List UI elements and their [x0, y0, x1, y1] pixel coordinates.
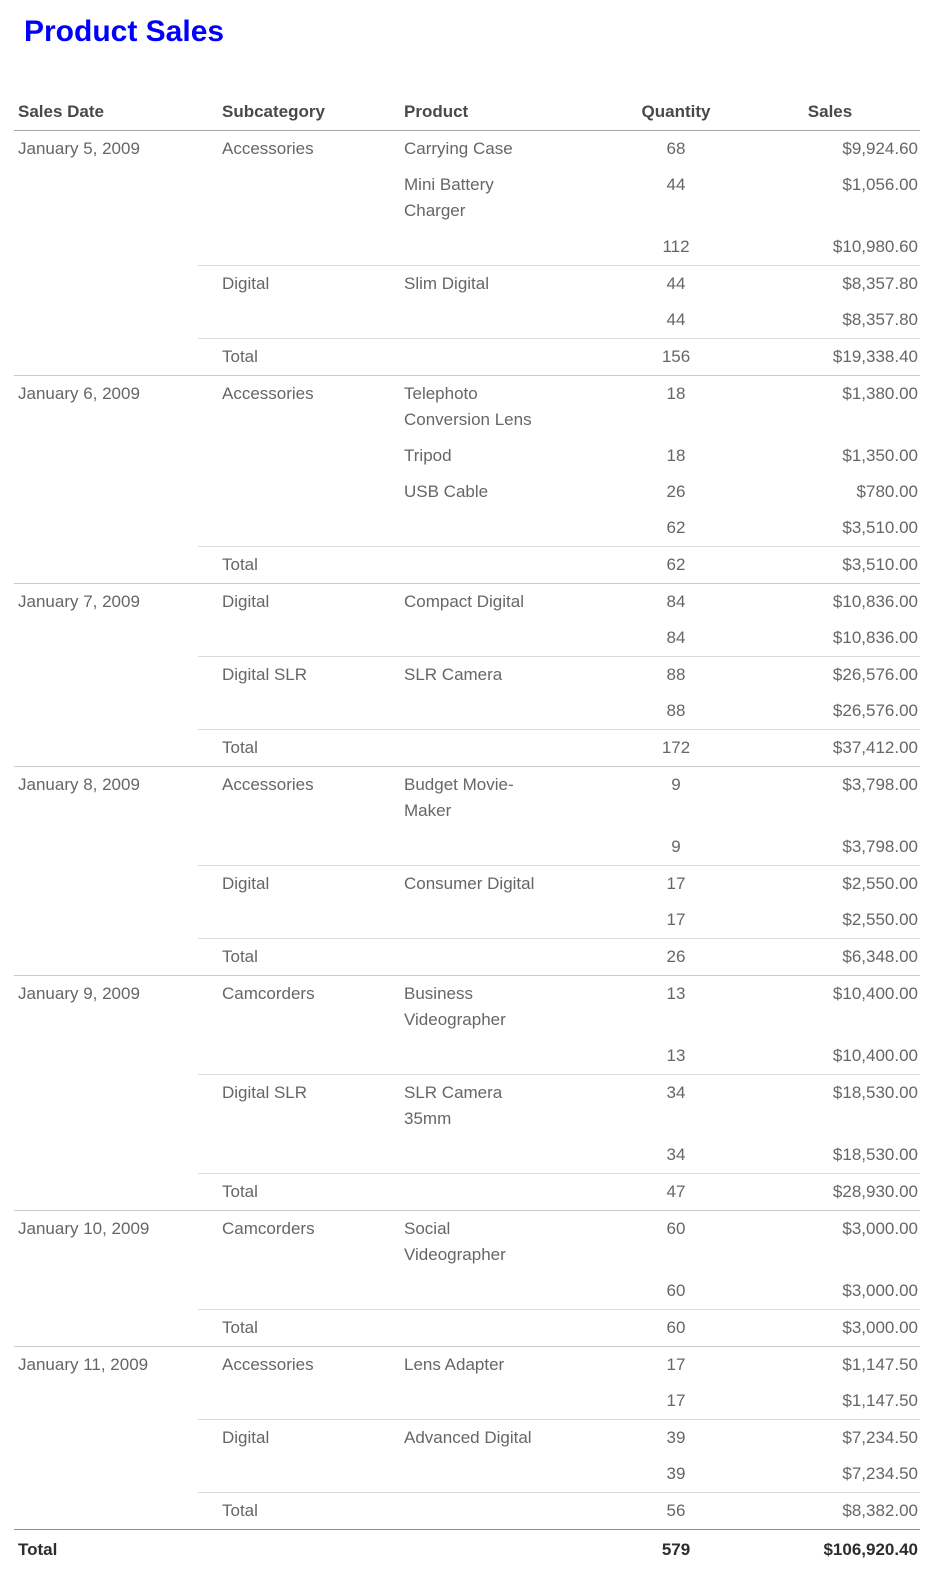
item-row: [14, 976, 920, 1039]
subtotal-row: [14, 620, 920, 657]
subtotal-quantity-cell: 62: [612, 510, 740, 547]
date-cell: [14, 1038, 198, 1075]
subtotal-sales-cell: $10,836.00: [740, 620, 920, 657]
product-cell: [390, 1273, 612, 1310]
group-total-row: [14, 339, 920, 376]
date-cell: [14, 510, 198, 547]
product-cell: [390, 1211, 612, 1274]
sales-cell: $8,357.80: [740, 266, 920, 303]
group-total-sales: $8,382.00: [740, 1493, 920, 1530]
subtotal-sales-cell: $10,400.00: [740, 1038, 920, 1075]
date-cell: [14, 229, 198, 266]
product-cell: [390, 584, 612, 621]
item-row: [14, 657, 920, 694]
product-cell: [390, 547, 612, 584]
group-total-label: Total: [198, 1493, 390, 1530]
subtotal-sales-cell: $18,530.00: [740, 1137, 920, 1174]
date-cell: [14, 302, 198, 339]
subcategory-cell: Camcorders: [198, 1211, 390, 1274]
subcategory-cell: Accessories: [198, 131, 390, 168]
product-cell: [390, 510, 612, 547]
product-cell: [390, 866, 612, 903]
subcategory-cell: [198, 438, 390, 474]
product-cell: [390, 438, 612, 474]
subcategory-cell: Digital SLR: [198, 657, 390, 694]
product-name: Advanced Digital: [404, 1425, 532, 1451]
item-row: [14, 376, 920, 439]
subcategory-cell: [198, 510, 390, 547]
product-name: Social Videographer: [404, 1216, 546, 1268]
product-cell: [390, 1383, 612, 1420]
column-header-quantity[interactable]: Quantity: [612, 102, 740, 131]
group-total-row: [14, 1310, 920, 1347]
subtotal-sales-cell: $8,357.80: [740, 302, 920, 339]
product-cell: [390, 1174, 612, 1211]
subtotal-row: [14, 1456, 920, 1493]
group-total-label: Total: [198, 939, 390, 976]
date-cell: January 5, 2009: [14, 131, 198, 168]
subcategory-cell: [198, 1137, 390, 1174]
group-total-row: [14, 939, 920, 976]
subcategory-cell: [198, 1273, 390, 1310]
product-cell: [390, 474, 612, 510]
quantity-cell: 60: [612, 1211, 740, 1274]
group-total-quantity: 172: [612, 730, 740, 767]
product-cell: [390, 229, 612, 266]
quantity-cell: 18: [612, 438, 740, 474]
item-row: [14, 767, 920, 830]
subcategory-cell: [198, 302, 390, 339]
sales-cell: $7,234.50: [740, 1420, 920, 1457]
quantity-cell: 44: [612, 167, 740, 229]
page-title: Product Sales: [24, 14, 931, 50]
subcategory-cell: [198, 1383, 390, 1420]
product-cell: [390, 657, 612, 694]
group-total-sales: $3,000.00: [740, 1310, 920, 1347]
subtotal-row: [14, 510, 920, 547]
product-cell: [390, 1456, 612, 1493]
subtotal-quantity-cell: 112: [612, 229, 740, 266]
group-total-sales: $28,930.00: [740, 1174, 920, 1211]
subtotal-sales-cell: $10,980.60: [740, 229, 920, 266]
product-name: Carrying Case: [404, 136, 513, 162]
date-cell: January 11, 2009: [14, 1347, 198, 1384]
sales-cell: $780.00: [740, 474, 920, 510]
subcategory-cell: [198, 167, 390, 229]
product-name: SLR Camera: [404, 662, 502, 688]
subtotal-row: [14, 829, 920, 866]
product-name: Telephoto Conversion Lens: [404, 381, 546, 433]
product-cell: [390, 620, 612, 657]
product-cell: [390, 1038, 612, 1075]
date-cell: [14, 438, 198, 474]
group-total-quantity: 56: [612, 1493, 740, 1530]
quantity-cell: 34: [612, 1075, 740, 1138]
group-total-quantity: 62: [612, 547, 740, 584]
product-name: Compact Digital: [404, 589, 524, 615]
quantity-cell: 44: [612, 266, 740, 303]
subcategory-cell: Digital: [198, 866, 390, 903]
sales-cell: $1,350.00: [740, 438, 920, 474]
date-cell: [14, 657, 198, 694]
group-total-quantity: 156: [612, 339, 740, 376]
subtotal-sales-cell: $1,147.50: [740, 1383, 920, 1420]
date-cell: [14, 1075, 198, 1138]
subtotal-sales-cell: $3,000.00: [740, 1273, 920, 1310]
subtotal-quantity-cell: 60: [612, 1273, 740, 1310]
sales-cell: $18,530.00: [740, 1075, 920, 1138]
product-cell: [390, 1530, 612, 1572]
item-row: [14, 1211, 920, 1274]
subcategory-cell: [198, 829, 390, 866]
group-total-sales: $19,338.40: [740, 339, 920, 376]
subcategory-cell: Digital: [198, 1420, 390, 1457]
sales-cell: $3,798.00: [740, 767, 920, 830]
product-name: Lens Adapter: [404, 1352, 504, 1378]
date-cell: [14, 1310, 198, 1347]
subtotal-quantity-cell: 13: [612, 1038, 740, 1075]
subcategory-cell: Digital SLR: [198, 1075, 390, 1138]
group-total-sales: $3,510.00: [740, 547, 920, 584]
column-header-sales[interactable]: Sales: [740, 102, 920, 131]
item-row: [14, 584, 920, 621]
subtotal-quantity-cell: 88: [612, 693, 740, 730]
table-header-row: [14, 102, 920, 131]
quantity-cell: 17: [612, 1347, 740, 1384]
sales-cell: $3,000.00: [740, 1211, 920, 1274]
product-cell: [390, 693, 612, 730]
quantity-cell: 88: [612, 657, 740, 694]
item-row: [14, 167, 920, 229]
group-total-quantity: 26: [612, 939, 740, 976]
product-cell: [390, 730, 612, 767]
date-cell: [14, 866, 198, 903]
date-cell: January 10, 2009: [14, 1211, 198, 1274]
subtotal-row: [14, 1137, 920, 1174]
column-header-product[interactable]: Product: [390, 102, 612, 131]
sales-cell: $2,550.00: [740, 866, 920, 903]
subcategory-cell: Camcorders: [198, 976, 390, 1039]
product-sales-table: [14, 102, 920, 1572]
subcategory-cell: Digital: [198, 266, 390, 303]
group-total-row: [14, 1493, 920, 1530]
subtotal-quantity-cell: 44: [612, 302, 740, 339]
grand-total-sales: $106,920.40: [740, 1530, 920, 1572]
date-cell: [14, 902, 198, 939]
product-name: Mini Battery Charger: [404, 172, 546, 224]
subcategory-cell: [198, 902, 390, 939]
quantity-cell: 9: [612, 767, 740, 830]
product-cell: [390, 302, 612, 339]
quantity-cell: 17: [612, 866, 740, 903]
product-name: Business Videographer: [404, 981, 546, 1033]
quantity-cell: 13: [612, 976, 740, 1039]
group-total-row: [14, 1174, 920, 1211]
group-total-label: Total: [198, 730, 390, 767]
date-cell: [14, 1174, 198, 1211]
group-total-label: Total: [198, 1174, 390, 1211]
product-cell: [390, 1493, 612, 1530]
grand-total-row: [14, 1530, 920, 1572]
product-cell: [390, 131, 612, 168]
subtotal-row: [14, 1038, 920, 1075]
date-cell: [14, 474, 198, 510]
subtotal-sales-cell: $3,798.00: [740, 829, 920, 866]
subtotal-sales-cell: $7,234.50: [740, 1456, 920, 1493]
subtotal-quantity-cell: 17: [612, 1383, 740, 1420]
date-cell: [14, 730, 198, 767]
group-total-label: Total: [198, 1310, 390, 1347]
subtotal-quantity-cell: 39: [612, 1456, 740, 1493]
sales-cell: $9,924.60: [740, 131, 920, 168]
column-header-subcategory[interactable]: Subcategory: [198, 102, 390, 131]
product-cell: [390, 1075, 612, 1138]
subcategory-cell: Accessories: [198, 1347, 390, 1384]
date-cell: [14, 1493, 198, 1530]
subtotal-row: [14, 229, 920, 266]
subtotal-quantity-cell: 84: [612, 620, 740, 657]
product-cell: [390, 902, 612, 939]
grand-total-quantity: 579: [612, 1530, 740, 1572]
group-total-quantity: 47: [612, 1174, 740, 1211]
subtotal-row: [14, 302, 920, 339]
subcategory-cell: [198, 620, 390, 657]
product-cell: [390, 376, 612, 439]
date-cell: January 9, 2009: [14, 976, 198, 1039]
date-cell: January 8, 2009: [14, 767, 198, 830]
group-total-row: [14, 547, 920, 584]
subtotal-sales-cell: $3,510.00: [740, 510, 920, 547]
product-name: Consumer Digital: [404, 871, 534, 897]
group-total-row: [14, 730, 920, 767]
subtotal-quantity-cell: 34: [612, 1137, 740, 1174]
subcategory-cell: [198, 474, 390, 510]
item-row: [14, 266, 920, 303]
product-cell: [390, 266, 612, 303]
product-name: Budget Movie-Maker: [404, 772, 546, 824]
group-total-quantity: 60: [612, 1310, 740, 1347]
subtotal-row: [14, 902, 920, 939]
product-name: Slim Digital: [404, 271, 489, 297]
product-cell: [390, 1347, 612, 1384]
subtotal-row: [14, 1273, 920, 1310]
product-name: Tripod: [404, 443, 452, 469]
subcategory-cell: Accessories: [198, 376, 390, 439]
subtotal-quantity-cell: 9: [612, 829, 740, 866]
product-name: SLR Camera 35mm: [404, 1080, 546, 1132]
product-cell: [390, 167, 612, 229]
group-total-sales: $6,348.00: [740, 939, 920, 976]
subcategory-cell: [198, 229, 390, 266]
item-row: [14, 1347, 920, 1384]
grand-total-label: Total: [14, 1530, 198, 1572]
subcategory-cell: [198, 1530, 390, 1572]
sales-cell: $1,380.00: [740, 376, 920, 439]
date-cell: [14, 339, 198, 376]
subtotal-quantity-cell: 17: [612, 902, 740, 939]
quantity-cell: 39: [612, 1420, 740, 1457]
date-cell: January 7, 2009: [14, 584, 198, 621]
subtotal-row: [14, 693, 920, 730]
sales-cell: $1,056.00: [740, 167, 920, 229]
date-cell: [14, 1273, 198, 1310]
quantity-cell: 26: [612, 474, 740, 510]
date-cell: [14, 1456, 198, 1493]
subtotal-sales-cell: $26,576.00: [740, 693, 920, 730]
product-cell: [390, 339, 612, 376]
sales-cell: $10,836.00: [740, 584, 920, 621]
group-total-sales: $37,412.00: [740, 730, 920, 767]
subcategory-cell: Accessories: [198, 767, 390, 830]
date-cell: [14, 167, 198, 229]
quantity-cell: 68: [612, 131, 740, 168]
subtotal-sales-cell: $2,550.00: [740, 902, 920, 939]
product-cell: [390, 976, 612, 1039]
sales-cell: $10,400.00: [740, 976, 920, 1039]
item-row: [14, 131, 920, 168]
item-row: [14, 438, 920, 474]
group-total-label: Total: [198, 339, 390, 376]
column-header-sales-date[interactable]: Sales Date: [14, 102, 198, 131]
item-row: [14, 474, 920, 510]
quantity-cell: 18: [612, 376, 740, 439]
date-cell: [14, 266, 198, 303]
subcategory-cell: [198, 693, 390, 730]
subtotal-row: [14, 1383, 920, 1420]
group-total-label: Total: [198, 547, 390, 584]
date-cell: [14, 1383, 198, 1420]
table-body: [14, 131, 920, 1530]
product-name: USB Cable: [404, 479, 488, 505]
subcategory-cell: [198, 1038, 390, 1075]
date-cell: January 6, 2009: [14, 376, 198, 439]
product-cell: [390, 767, 612, 830]
subcategory-cell: [198, 1456, 390, 1493]
quantity-cell: 84: [612, 584, 740, 621]
sales-cell: $1,147.50: [740, 1347, 920, 1384]
date-cell: [14, 693, 198, 730]
date-cell: [14, 620, 198, 657]
date-cell: [14, 1137, 198, 1174]
item-row: [14, 866, 920, 903]
product-cell: [390, 1310, 612, 1347]
date-cell: [14, 829, 198, 866]
item-row: [14, 1075, 920, 1138]
date-cell: [14, 547, 198, 584]
subcategory-cell: Digital: [198, 584, 390, 621]
product-cell: [390, 939, 612, 976]
date-cell: [14, 939, 198, 976]
product-cell: [390, 829, 612, 866]
product-cell: [390, 1137, 612, 1174]
sales-cell: $26,576.00: [740, 657, 920, 694]
